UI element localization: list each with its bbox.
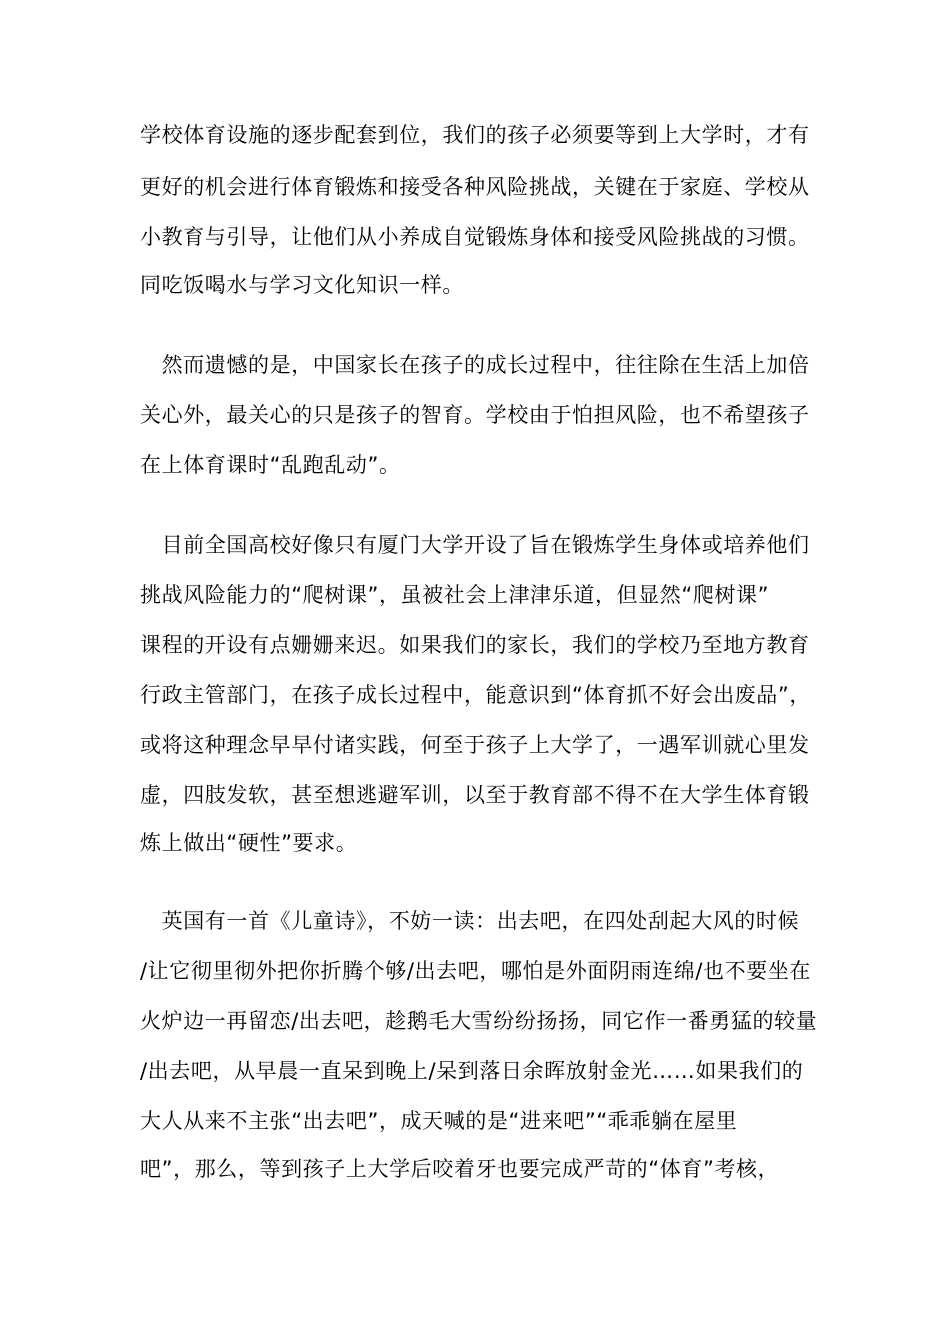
- text-line: 虚，四肢发软，甚至想逃避军训，以至于教育部不得不在大学生体育锻: [140, 783, 810, 807]
- text-line: 关心外，最关心的只是孩子的智育。学校由于怕担风险，也不希望孩子: [140, 403, 810, 427]
- text-line: 课程的开设有点姗姗来迟。如果我们的家长，我们的学校乃至地方教育: [140, 633, 810, 657]
- text-line: /让它彻里彻外把你折腾个够/出去吧，哪怕是外面阴雨连绵/也不要坐在: [140, 959, 812, 983]
- text-line: 小教育与引导，让他们从小养成自觉锻炼身体和接受风险挑战的习惯。: [140, 225, 810, 249]
- text-line: 或将这种理念早早付诸实践，何至于孩子上大学了，一遇军训就心里发: [140, 733, 810, 757]
- text-line: 火炉边一再留恋/出去吧，趁鹅毛大雪纷纷扬扬，同它作一番勇猛的较量: [140, 1009, 818, 1033]
- text-line: 吧”，那么，等到孩子上大学后咬着牙也要完成严苛的“体育”考核，: [140, 1157, 780, 1181]
- text-line: 挑战风险能力的“爬树课”，虽被社会上津津乐道，但显然“爬树课”: [140, 583, 770, 607]
- text-line: 同吃饭喝水与学习文化知识一样。: [140, 273, 464, 297]
- text-line: 大人从来不主张“出去吧”，成天喊的是“进来吧”“乖乖躺在屋里: [140, 1109, 738, 1133]
- text-line: 炼上做出“硬性”要求。: [140, 831, 358, 855]
- text-line: 学校体育设施的逐步配套到位，我们的孩子必须要等到上大学时，才有: [140, 123, 810, 147]
- text-line: 目前全国高校好像只有厦门大学开设了旨在锻炼学生身体或培养他们: [140, 533, 810, 557]
- text-line: 然而遗憾的是，中国家长在孩子的成长过程中，往往除在生活上加倍: [140, 353, 810, 377]
- text-line: 英国有一首《儿童诗》，不妨一读：出去吧，在四处刮起大风的时候: [140, 909, 800, 933]
- text-line: 更好的机会进行体育锻炼和接受各种风险挑战，关键在于家庭、学校从: [140, 175, 810, 199]
- text-line: 在上体育课时“乱跑乱动”。: [140, 453, 401, 477]
- text-line: /出去吧，从早晨一直呆到晚上/呆到落日余晖放射金光……如果我们的: [140, 1059, 804, 1083]
- text-line: 行政主管部门，在孩子成长过程中，能意识到“体育抓不好会出废品”，: [140, 683, 811, 707]
